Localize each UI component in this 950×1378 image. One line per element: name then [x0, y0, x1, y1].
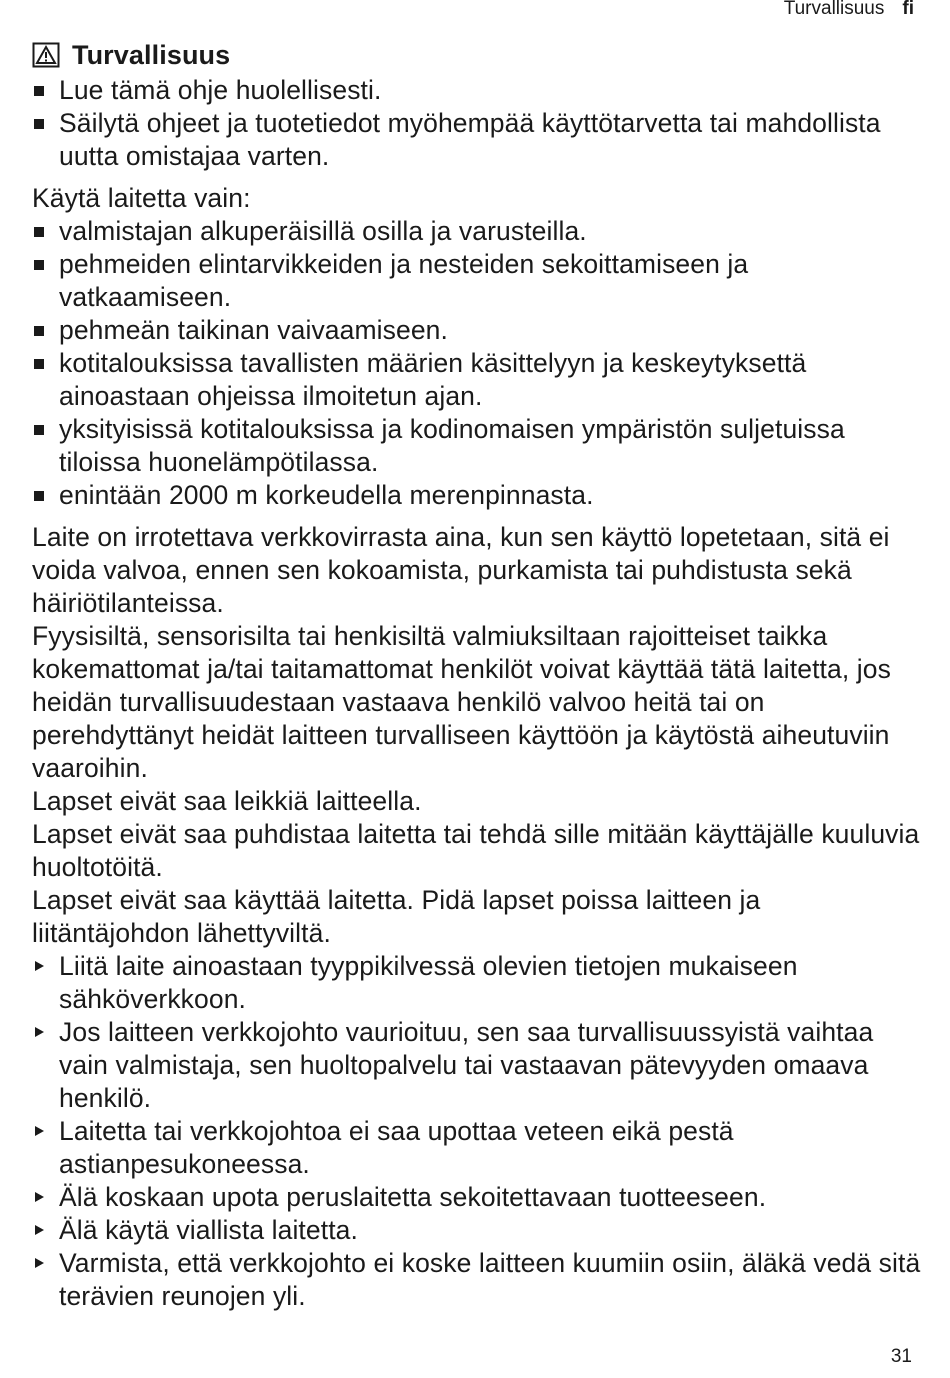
arrow-bullet-icon	[35, 961, 44, 971]
warning-icon	[32, 42, 60, 68]
section-title: Turvallisuus	[72, 40, 231, 70]
list-item: Älä koskaan upota peruslaitetta sekoitettavaan tuotteeseen.	[32, 1181, 922, 1214]
paragraph: Lapset eivät saa puhdistaa laitetta tai tehdä sille mitään käyttäjälle kuuluvia huoltotöitä.	[32, 819, 920, 882]
list-item: pehmeän taikinan vaivaamiseen.	[32, 314, 922, 347]
list-item: Jos laitteen verkkojohto vaurioituu, sen saa turvallisuussyistä vaihtaa vain valmistaja, sen huoltopalvelu tai vastaavan pätevyyden omaava henkilö.	[32, 1016, 922, 1115]
list-item: kotitalouksissa tavallisten määrien käsittelyyn ja keskeytyksettä ainoastaan ohjeissa ilmoitetun ajan.	[32, 347, 922, 413]
square-bullet-icon	[34, 227, 44, 237]
square-bullet-icon	[34, 326, 44, 336]
list-item: Säilytä ohjeet ja tuotetiedot myöhempää käyttötarvetta tai mahdollista uutta omistajaa varten.	[32, 107, 922, 173]
list-item: Liitä laite ainoastaan tyyppikilvessä olevien tietojen mukaiseen sähköverkkoon.	[32, 950, 922, 1016]
paragraph: Lapset eivät saa käyttää laitetta. Pidä lapset poissa laitteen ja liitäntäjohdon lähettyviltä.	[32, 885, 761, 948]
list-item: Laitetta tai verkkojohtoa ei saa upottaa veteen eikä pestä astianpesukoneessa.	[32, 1115, 922, 1181]
square-bullet-icon	[34, 425, 44, 435]
square-bullet-icon	[34, 86, 44, 96]
paragraph: Lapset eivät saa leikkiä laitteella.	[32, 786, 422, 816]
list-item: pehmeiden elintarvikkeiden ja nesteiden sekoittamiseen ja vatkaamiseen.	[32, 248, 922, 314]
intro-list	[32, 74, 922, 173]
list-item: enintään 2000 m korkeudella merenpinnasta.	[32, 479, 922, 512]
square-bullet-icon	[34, 491, 44, 501]
usage-list	[32, 215, 922, 512]
list-item: Älä käytä viallista laitetta.	[32, 1214, 922, 1247]
instruction-list	[32, 950, 922, 1313]
square-bullet-icon	[34, 359, 44, 369]
square-bullet-icon	[34, 260, 44, 270]
paragraph: Fyysisiltä, sensorisilta tai henkisiltä valmiuksiltaan rajoitteiset taikka kokemattomat ja/tai taitamattomat henkilöt voivat käyttää tätä laitetta, jos heidän turvallisuudestaan vastaava henkilö valvoo heitä tai on perehdyttänyt heidät laitteen turvalliseen käyttöön ja käytöstä aiheutuviin vaaroihin.	[32, 621, 891, 783]
arrow-bullet-icon	[35, 1258, 44, 1268]
list-item: valmistajan alkuperäisillä osilla ja varusteilla.	[32, 215, 922, 248]
arrow-bullet-icon	[35, 1192, 44, 1202]
running-header	[784, 0, 914, 20]
header-language-code: fi	[902, 0, 914, 19]
arrow-bullet-icon	[35, 1225, 44, 1235]
page-content	[32, 38, 922, 1313]
list-item: Lue tämä ohje huolellisesti.	[32, 74, 922, 107]
header-section-title: Turvallisuus	[783, 0, 885, 19]
paragraph: Laite on irrotettava verkkovirrasta aina, kun sen käyttö lopetetaan, sitä ei voida valvoa, ennen sen kokoamista, purkamista tai puhdistusta sekä häiriötilanteissa.	[32, 522, 890, 618]
arrow-bullet-icon	[35, 1027, 44, 1037]
arrow-bullet-icon	[35, 1126, 44, 1136]
usage-heading: Käytä laitetta vain:	[32, 183, 251, 213]
section-heading	[32, 38, 922, 72]
list-item: yksityisissä kotitalouksissa ja kodinomaisen ympäristön suljetuissa tiloissa huonelämpötilassa.	[32, 413, 922, 479]
list-item: Varmista, että verkkojohto ei koske laitteen kuumiin osiin, äläkä vedä sitä terävien reunojen yli.	[32, 1247, 922, 1313]
square-bullet-icon	[34, 119, 44, 129]
page-number: 31	[890, 1346, 912, 1367]
